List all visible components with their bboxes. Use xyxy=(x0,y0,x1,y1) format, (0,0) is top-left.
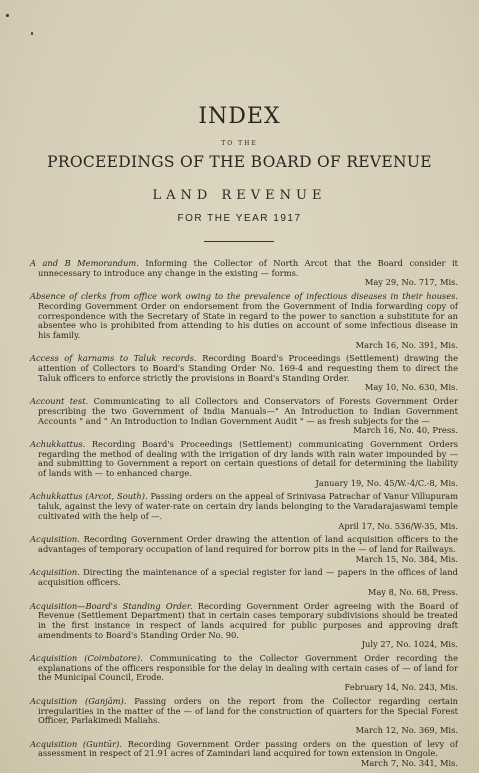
index-entry xyxy=(30,259,458,288)
subject-title: LAND REVENUE xyxy=(152,188,327,203)
entry-reference: March 16, No. 40, Press. xyxy=(353,425,458,436)
to-the-label: TO THE xyxy=(221,140,258,147)
entry-reference: April 17, No. 536/W-35, Mis. xyxy=(338,520,458,531)
entry-text: Passing orders on the appeal of Srinivasa Patrachar of Vanur Villupuram taluk, against the levy of water-rate on certain dry lands belonging to the Varadarajaswami temple cultivated with the help of —. xyxy=(38,491,458,521)
speck-mark xyxy=(31,32,33,35)
entry-reference: March 12, No. 369, Mis. xyxy=(355,724,458,735)
entry-reference: February 14, No. 243, Mis. xyxy=(344,682,458,693)
entry-text: Recording Government Order agreeing with the Board of Revenue (Settlement Department) that in certain cases temporary subdivisions should be treated in the first instance in respect of lands acquired for public purposes and approving draft amendments to Board's Standing Order No. 90. xyxy=(38,600,458,640)
index-entry xyxy=(30,492,458,531)
entry-title: Acquisition (Guntūr). xyxy=(30,738,122,749)
entry-title: Acquisition (Coimbatore). xyxy=(30,653,143,664)
entry-title: Acquisition. xyxy=(30,567,80,578)
entry-text: Recording Government Order passing orders on the question of levy of assessment in respect of 21.91 acres of Zamindari land acquired for town extension in Ongole. xyxy=(38,738,458,759)
entry-reference: May 8, No. 68, Press. xyxy=(367,586,458,597)
entry-reference: March 7, No. 341, Mis. xyxy=(360,758,458,769)
index-entry xyxy=(30,535,458,564)
entry-title: Achukkattus. xyxy=(30,438,86,449)
index-entry xyxy=(30,697,458,736)
index-entry xyxy=(30,568,458,597)
entry-text: Directing the maintenance of a special register for land — papers in the offices of land acquisition officers. xyxy=(38,567,458,588)
year-title: FOR THE YEAR 1917 xyxy=(177,213,302,224)
entry-text: Communicating to the Collector Government Order recording the explanations of the officers responsible for the delay in dealing with certain cases of — of land for the Municipal Council, Erode. xyxy=(38,653,458,683)
entry-reference: March 16, No. 391, Mis. xyxy=(355,339,458,350)
entry-text: Communicating to all Collectors and Conservators of Forests Government Order prescribing the two Government of India Manuals—" An Introduction to Indian Government Accounts " and " An Introduction to Indian Government Audit " — as fresh subjects for the — xyxy=(38,396,458,426)
speck-mark xyxy=(6,14,9,17)
entry-text: Recording Board's Proceedings (Settlement) communicating Government Orders regarding the method of dealing with the irrigation of dry lands with rain water impounded by — and submitting to Government a report on certain questions of detail for determining the liability of lands with — to enhanced charge. xyxy=(38,438,458,479)
index-title: INDEX xyxy=(198,104,281,129)
entry-reference: May 29, No. 717, Mis. xyxy=(364,277,458,288)
entry-title: Absence of clerks from office work owing to the prevalence of infectious diseases in their houses. xyxy=(30,291,458,302)
entry-title: Acquisition—Board's Standing Order. xyxy=(30,600,193,611)
entry-title: A and B Memorandum. xyxy=(30,258,139,268)
index-entry xyxy=(30,740,458,769)
entry-text: Recording Board's Proceedings (Settlement) drawing the attention of Collectors to Board's Standing Order No. 169-4 and requesting them to direct the Taluk officers to enforce strictly the provisions in Board's Standing Order. xyxy=(38,353,458,383)
header-divider xyxy=(204,241,274,242)
entry-reference: March 15, No. 384, Mis. xyxy=(355,553,458,564)
index-entry xyxy=(30,292,458,350)
entry-reference: January 19, No. 45/W.-4/C.-8, Mis. xyxy=(315,477,458,488)
index-entry xyxy=(30,397,458,436)
entry-title: Access of karnams to Taluk records. xyxy=(30,353,197,364)
entry-title: Acquisition (Ganjām). xyxy=(30,695,127,706)
entry-title: Acquisition. xyxy=(30,534,80,545)
index-entry xyxy=(30,354,458,393)
index-entry xyxy=(30,440,458,489)
proceedings-title: PROCEEDINGS OF THE BOARD OF REVENUE xyxy=(47,153,432,171)
entry-title: Account test. xyxy=(30,396,89,407)
index-entry xyxy=(30,654,458,693)
index-entry xyxy=(30,602,458,651)
entry-text: Informing the Collector of North Arcot that the Board consider it unnecessary to introduce any change in the existing — forms. xyxy=(38,258,459,278)
entry-reference: May 10, No. 630, Mis. xyxy=(364,382,458,393)
index-entries xyxy=(30,259,458,773)
entry-text: Recording Government Order on endorsement from the Government of India forwarding copy of correspondence with the Secretary of State in regard to the power to sanction a substitute for an absentee who is prohibited from attending to his duties on account of some infectious disease in his family. xyxy=(38,300,458,340)
entry-title: Achukkattus (Arcot, South). xyxy=(30,491,148,502)
entry-text: Recording Government Order drawing the attention of land acquisition officers to the advantages of temporary occupation of land required for borrow pits in the — of land for Railways. xyxy=(38,534,458,554)
entry-text: Passing orders on the report from the Collector regarding certain irregularities in the matter of the — of land for the construction of quarters for the Special Forest Officer, Parlakimedi Maliahs. xyxy=(38,695,458,726)
entry-reference: July 27, No. 1024, Mis. xyxy=(361,639,458,650)
